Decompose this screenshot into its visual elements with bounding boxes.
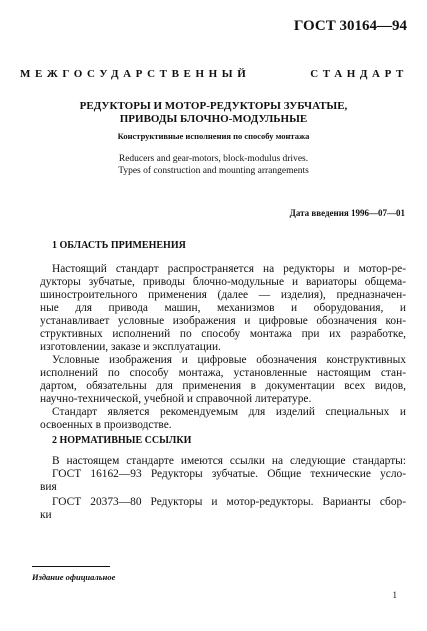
section-heading-scope: 1 ОБЛАСТЬ ПРИМЕНЕНИЯ (52, 240, 186, 251)
reference-line: ки (40, 509, 52, 521)
document-title-line-2: ПРИВОДЫ БЛОЧНО-МОДУЛЬНЫЕ (119, 113, 308, 125)
body-line: устанавливает условные изображения и цифровые обозначения кон- (40, 315, 406, 327)
subtitle-en-line-2: Types of construction and mounting arrangements (118, 166, 309, 176)
interstate-standard-label: МЕЖГОСУДАРСТВЕННЫЙ СТАНДАРТ (20, 68, 408, 80)
body-line: Стандарт является рекомендуемым для изделий специальных и (52, 406, 406, 418)
body-line: дартом, обязательны для применения в документации всех видов, (40, 380, 406, 392)
section-heading-references: 2 НОРМАТИВНЫЕ ССЫЛКИ (52, 435, 192, 446)
reference-line: ГОСТ 20373—80 Редукторы и мотор-редукторы. Варианты сбор- (52, 496, 406, 508)
page-number: 1 (392, 590, 397, 600)
official-edition-label: Издание официальное (32, 572, 116, 582)
subtitle-en-line-1: Reducers and gear-motors, block-modulus drives. (118, 154, 309, 164)
body-line: Настоящий стандарт распространяется на редукторы и мотор-ре- (52, 263, 406, 275)
body-line: изготовлении, заказе и эксплуатации. (40, 341, 221, 353)
document-title-line-1: РЕДУКТОРЫ И МОТОР-РЕДУКТОРЫ ЗУБЧАТЫЕ, (79, 100, 348, 112)
body-line: структивных исполнений по способу монтажа при их разработке, (40, 328, 406, 340)
gost-number: ГОСТ 30164—94 (293, 18, 407, 34)
reference-line: вия (40, 481, 57, 493)
intro-date: Дата введения 1996—07—01 (289, 208, 405, 218)
body-line: дукторы зубчатые, приводы блочно-модульные и вариаторы общема- (40, 276, 406, 288)
body-line: освоенных в производстве. (40, 419, 172, 431)
body-line: Условные изображения и цифровые обозначения конструктивных (52, 354, 406, 366)
body-line: ные для привода машин, механизмов и оборудования, и (40, 302, 406, 314)
body-line: В настоящем стандарте имеются ссылки на следующие стандарты: (52, 455, 406, 467)
subtitle-ru: Конструктивные исполнения по способу монтажа (117, 131, 310, 141)
body-line: шиностроительного применения (далее — изделия), предназначен- (40, 289, 406, 301)
body-line: исполнений по способу монтажа, установленные настоящим стан- (40, 367, 406, 379)
footer-divider (32, 566, 110, 567)
body-line: научно-технической, учебной и справочной литературе. (40, 393, 312, 405)
reference-line: ГОСТ 16162—93 Редукторы зубчатые. Общие технические усло- (52, 468, 406, 480)
